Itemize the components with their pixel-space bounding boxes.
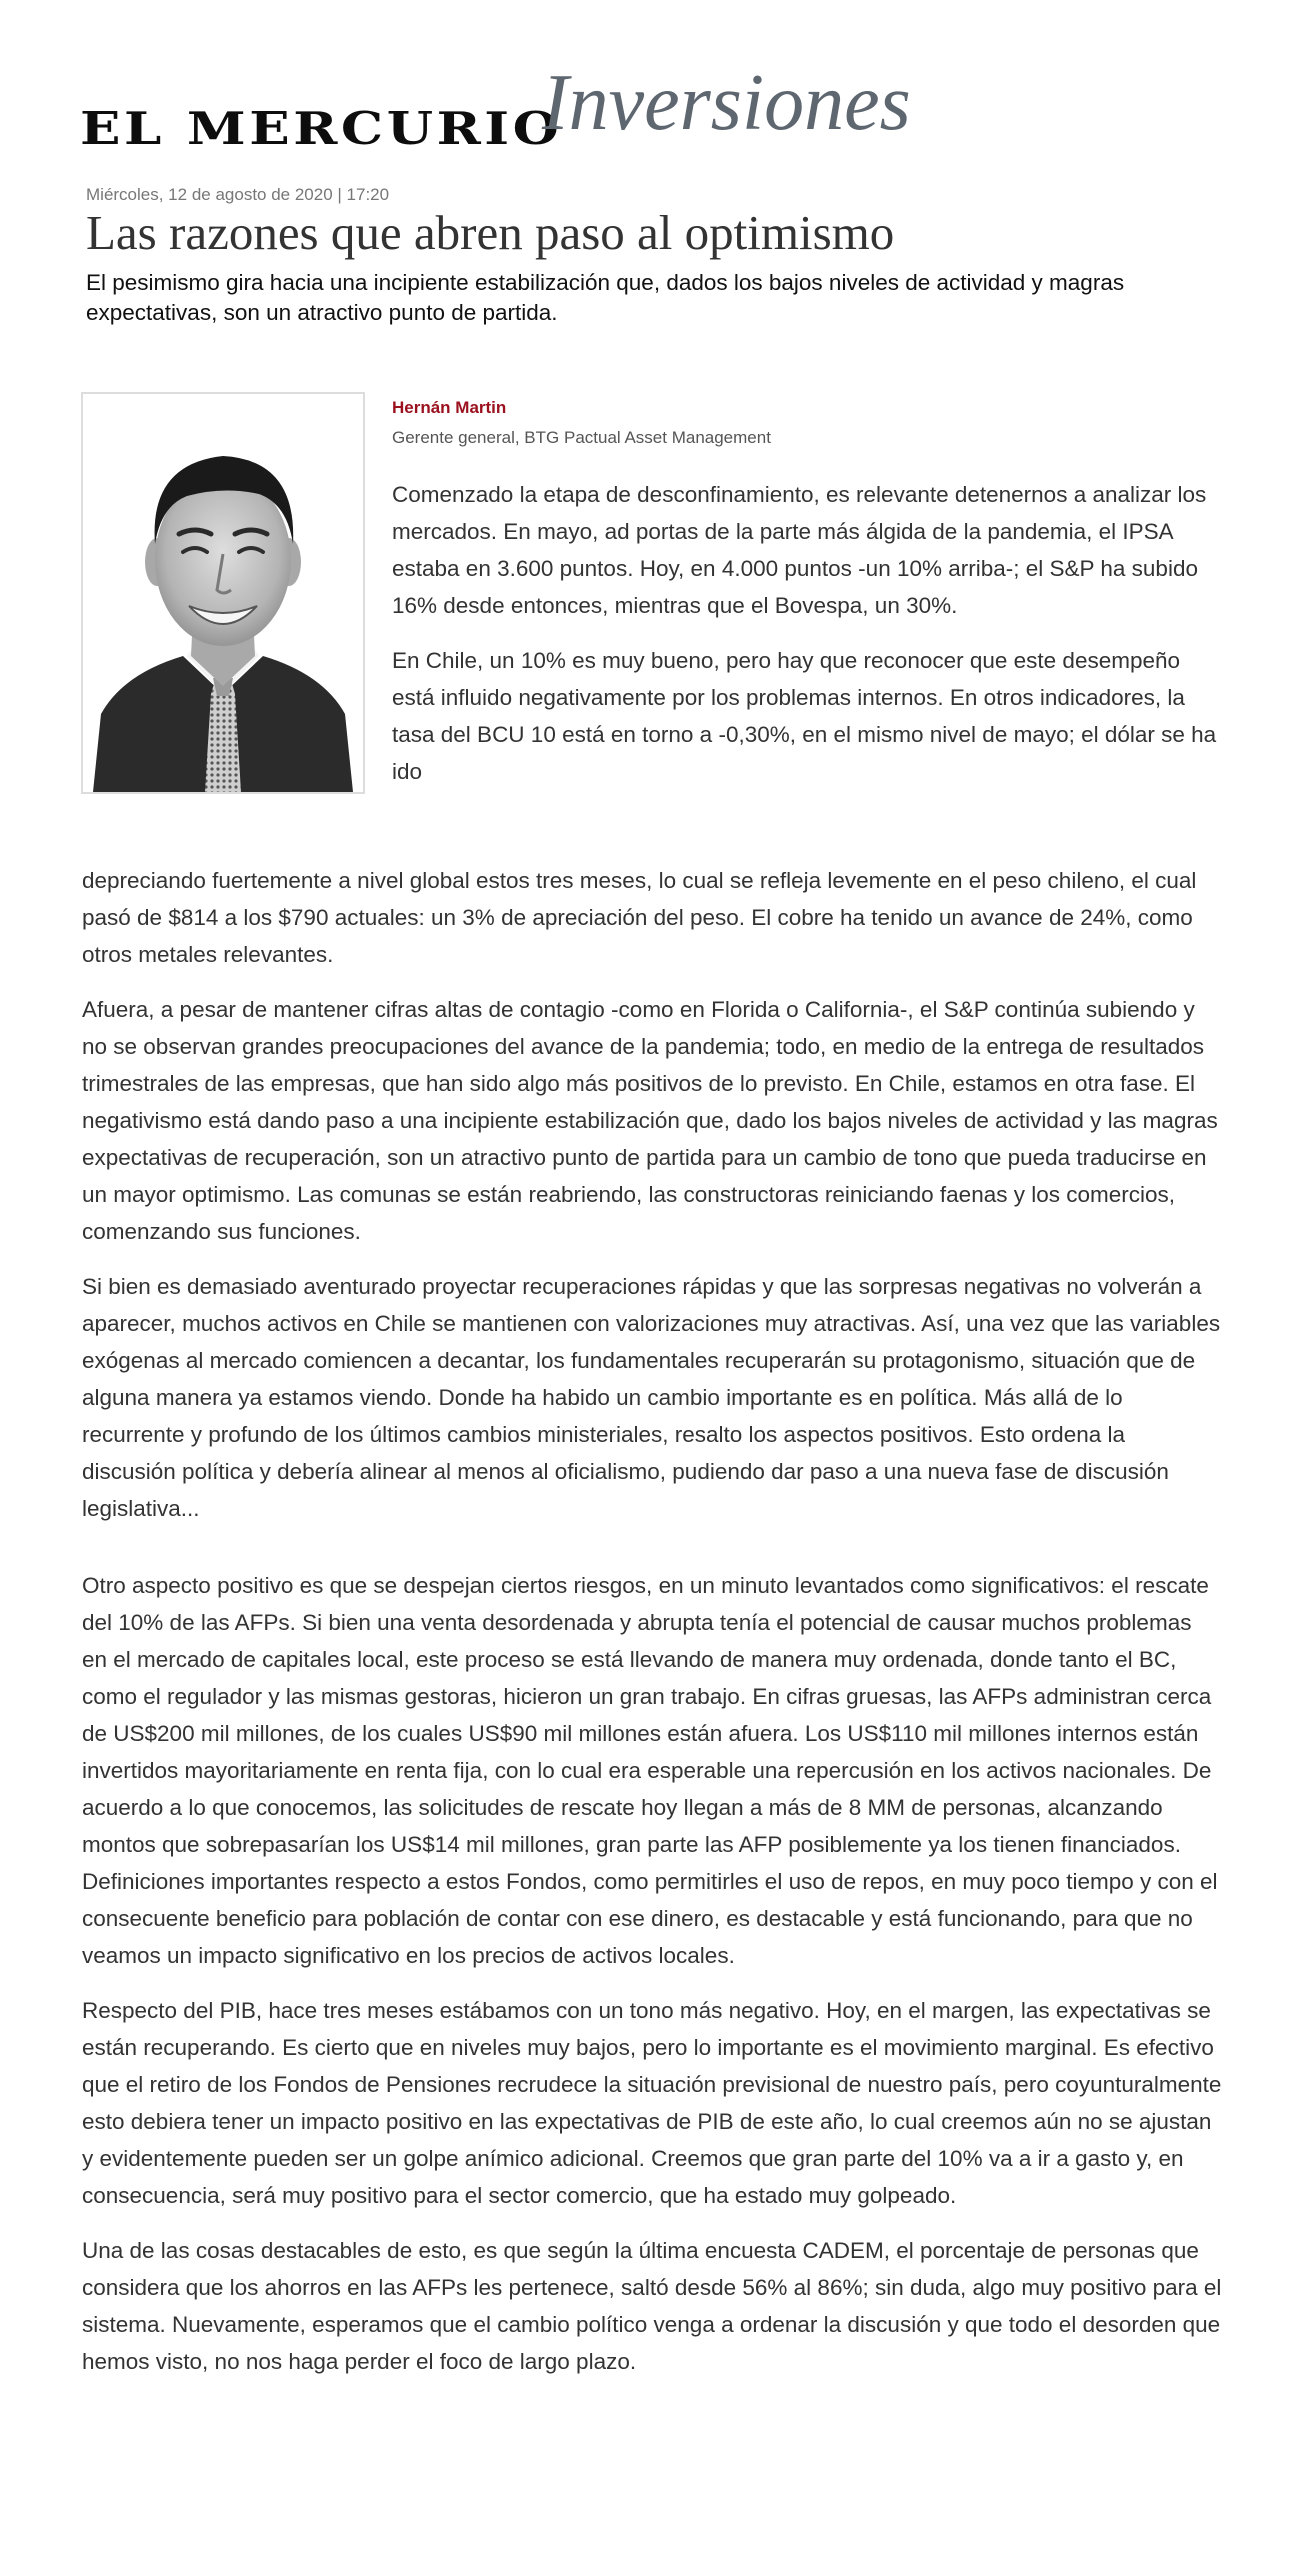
body-paragraph: Si bien es demasiado aventurado proyectar recuperaciones rápidas y que las sorpresas negativas no volverán a aparecer, muchos activos en Chile se mantienen con valorizaciones muy atractivas. Así, una vez que las variables exógenas al mercado comiencen a decantar, los fundamentales recuperarán su protagonismo, situación que de alguna manera ya estamos viendo. Donde ha habido un cambio importante es en política. Más allá de lo recurrente y profundo de los últimos cambios ministeriales, resalto los aspectos positivos. Esto ordena la discusión política y debería alinear al menos al oficialismo, pudiendo dar paso a una nueva fase de discusión legislativa... [82,1274,1221,1521]
author-role: Gerente general, BTG Pactual Asset Management [392,428,771,447]
author-photo [81,392,365,794]
body-paragraph: Respecto del PIB, hace tres meses estábamos con un tono más negativo. Hoy, en el margen, las expectativas se están recuperando. Es cierto que en niveles muy bajos, pero lo importante es el movimiento marginal. Es efectivo que el retiro de los Fondos de Pensiones recrudece la situación previsional de nuestro país, pero coyunturalmente esto debiera tener un impacto positivo en las expectativas de PIB de este año, lo cual creemos aún no se ajustan y evidentemente pueden ser un golpe anímico adicional. Creemos que gran parte del 10% va a ir a gasto y, en consecuencia, será muy positivo para el sector comercio, que ha estado muy golpeado. [82,1998,1222,2208]
intro-paragraph: En Chile, un 10% es muy bueno, pero hay que reconocer que este desempeño está influido negativamente por los problemas internos. En otros indicadores, la tasa del BCU 10 está en torno a -0,30%, en el mismo nivel de mayo; el dólar se ha ido [392,648,1217,784]
article-subtitle: El pesimismo gira hacia una incipiente estabilización que, dados los bajos niveles de actividad y magras expectativas, son un atractivo punto de partida. [86,270,1125,325]
body-paragraph: Afuera, a pesar de mantener cifras altas de contagio -como en Florida o California-, el S&P continúa subiendo y no se observan grandes preocupaciones del avance de la pandemia; todo, en medio de la entrega de resultados trimestrales de las empresas, que han sido algo más positivos de lo previsto. En Chile, estamos en otra fase. El negativismo está dando paso a una incipiente estabilización que, dado los bajos niveles de actividad y las magras expectativas de recuperación, son un atractivo punto de partida para un cambio de tono que pueda traducirse en un mayor optimismo. Las comunas se están reabriendo, las constructoras reiniciando faenas y los comercios, comenzando sus funciones. [82,997,1218,1244]
dateline: Miércoles, 12 de agosto de 2020 | 17:20 [86,185,390,204]
masthead [80,59,1080,162]
body-paragraph: Una de las cosas destacables de esto, es que según la última encuesta CADEM, el porcentaje de personas que considera que los ahorros en las AFPs les pertenece, saltó desde 56% al 86%; sin duda, algo muy positivo para el sistema. Nuevamente, esperamos que el cambio político venga a ordenar la discusión y que todo el desorden que hemos visto, no nos haga perder el foco de largo plazo. [82,2238,1222,2374]
intro-paragraph: Comenzado la etapa de desconfinamiento, es relevante detenernos a analizar los mercados. En mayo, ad portas de la parte más álgida de la pandemia, el IPSA estaba en 3.600 puntos. Hoy, en 4.000 puntos -un 10% arriba-; el S&P ha subido 16% desde entonces, mientras que el Bovespa, un 30%. [392,482,1207,618]
body-paragraph: Otro aspecto positivo es que se despejan ciertos riesgos, en un minuto levantados como significativos: el rescate del 10% de las AFPs. Si bien una venta desordenada y abrupta tenía el potencial de causar muchos problemas en el mercado de capitales local, este proceso se está llevando de manera muy ordenada, donde tanto el BC, como el regulador y las mismas gestoras, hicieron un gran trabajo. En cifras gruesas, las AFPs administran cerca de US$200 mil millones, de los cuales US$90 mil millones están afuera. Los US$110 mil millones internos están invertidos mayoritariamente en renta fija, con lo cual era esperable una repercusión en los activos nacionales. De acuerdo a lo que conocemos, las solicitudes de rescate hoy llegan a más de 8 MM de personas, alcanzando montos que sobrepasarían los US$14 mil millones, gran parte las AFP posiblemente ya los tienen financiados. Definiciones importantes respecto a estos Fondos, como permitirles el uso de repos, en muy poco tiempo y con el consecuente beneficio para población de contar con ese dinero, es destacable y está funcionando, para que no veamos un impacto significativo en los precios de activos locales. [82,1573,1218,1968]
author-portrait [83,394,363,792]
article-body [82,862,1222,2398]
article-title: Las razones que abren paso al optimismo [86,205,895,260]
section-name: Inversiones [542,59,911,147]
body-paragraph: depreciando fuertemente a nivel global estos tres meses, lo cual se refleja levemente en el peso chileno, el cual pasó de $814 a los $790 actuales: un 3% de apreciación del peso. El cobre ha tenido un avance de 24%, como otros metales relevantes. [82,868,1197,967]
author-block [392,396,1222,790]
author-name: Hernán Martin [392,398,507,417]
el-mercurio-logo: EL MERCURIO [80,102,563,155]
